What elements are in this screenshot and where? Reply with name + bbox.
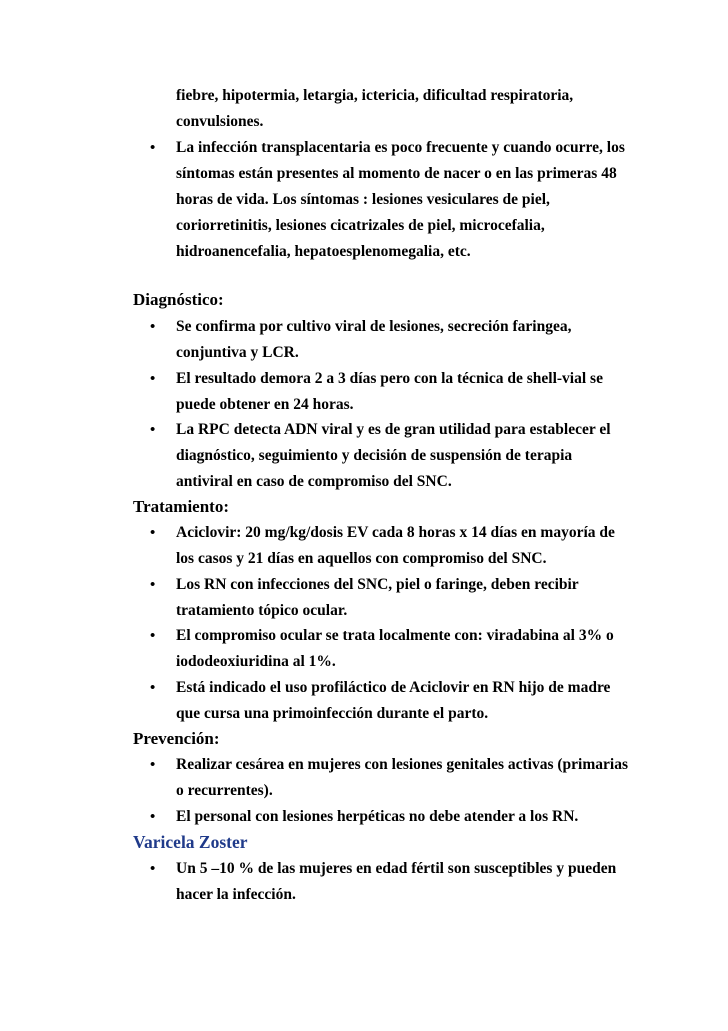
diag-bullet-3-line-2: diagnóstico, seguimiento y decisión de suspensión de terapia (176, 447, 573, 464)
heading-varicela-zoster: Varicela Zoster (133, 832, 248, 852)
trat-bullet-2-line-2: tratamiento tópico ocular. (176, 602, 348, 619)
bullet-marker: • (150, 371, 156, 387)
bullet-marker: • (150, 319, 156, 335)
trat-bullet-3-line-1: El compromiso ocular se trata localmente con: viradabina al 3% o (176, 627, 614, 644)
trat-bullet-1-line-2: los casos y 21 días en aquellos con compromiso del SNC. (176, 550, 547, 567)
bullet-marker: • (150, 628, 156, 644)
varicela-bullet-1-line-1: Un 5 –10 % de las mujeres en edad fértil son susceptibles y pueden (176, 860, 617, 877)
bullet-marker: • (150, 140, 156, 156)
trat-bullet-3-line-2: iododeoxiuridina al 1%. (176, 653, 336, 670)
diag-bullet-3-line-3: antiviral en caso de compromiso del SNC. (176, 473, 452, 490)
intro-bullet-1-line-5: hidroanencefalia, hepatoesplenomegalia, etc. (176, 243, 471, 260)
prev-bullet-1-line-2: o recurrentes). (176, 782, 273, 799)
heading-diagnostico: Diagnóstico: (133, 290, 224, 309)
bullet-marker: • (150, 525, 156, 541)
bullet-marker: • (150, 577, 156, 593)
intro-line-1: fiebre, hipotermia, letargia, ictericia, dificultad respiratoria, (176, 87, 574, 104)
bullet-marker: • (150, 680, 156, 696)
prev-bullet-2-line-1: El personal con lesiones herpéticas no debe atender a los RN. (176, 808, 579, 825)
trat-bullet-2-line-1: Los RN con infecciones del SNC, piel o faringe, deben recibir (176, 576, 579, 593)
intro-bullet-1-line-3: horas de vida. Los síntomas : lesiones vesiculares de piel, (176, 191, 550, 208)
intro-bullet-1-line-1: La infección transplacentaria es poco frecuente y cuando ocurre, los (176, 139, 625, 156)
diag-bullet-1-line-1: Se confirma por cultivo viral de lesiones, secreción faringea, (176, 318, 572, 335)
trat-bullet-4-line-1: Está indicado el uso profiláctico de Aciclovir en RN hijo de madre (176, 679, 611, 696)
intro-line-2: convulsiones. (176, 113, 264, 130)
bullet-marker: • (150, 422, 156, 438)
bullet-marker: • (150, 861, 156, 877)
diag-bullet-2-line-2: puede obtener en 24 horas. (176, 396, 354, 413)
varicela-bullet-1-line-2: hacer la infección. (176, 886, 296, 903)
heading-tratamiento: Tratamiento: (133, 497, 229, 516)
intro-bullet-1-line-4: coriorretinitis, lesiones cicatrizales de piel, microcefalia, (176, 217, 545, 234)
diag-bullet-2-line-1: El resultado demora 2 a 3 días pero con la técnica de shell-vial se (176, 370, 603, 387)
trat-bullet-4-line-2: que cursa una primoinfección durante el parto. (176, 705, 489, 722)
prev-bullet-1-line-1: Realizar cesárea en mujeres con lesiones genitales activas (primarias (176, 756, 628, 773)
intro-bullet-1-line-2: síntomas están presentes al momento de nacer o en las primeras 48 (176, 165, 617, 182)
diag-bullet-3-line-1: La RPC detecta ADN viral y es de gran utilidad para establecer el (176, 421, 611, 438)
bullet-marker: • (150, 757, 156, 773)
trat-bullet-1-line-1: Aciclovir: 20 mg/kg/dosis EV cada 8 horas x 14 días en mayoría de (176, 524, 615, 541)
heading-prevencion: Prevención: (133, 729, 220, 748)
diag-bullet-1-line-2: conjuntiva y LCR. (176, 344, 299, 361)
bullet-marker: • (150, 809, 156, 825)
